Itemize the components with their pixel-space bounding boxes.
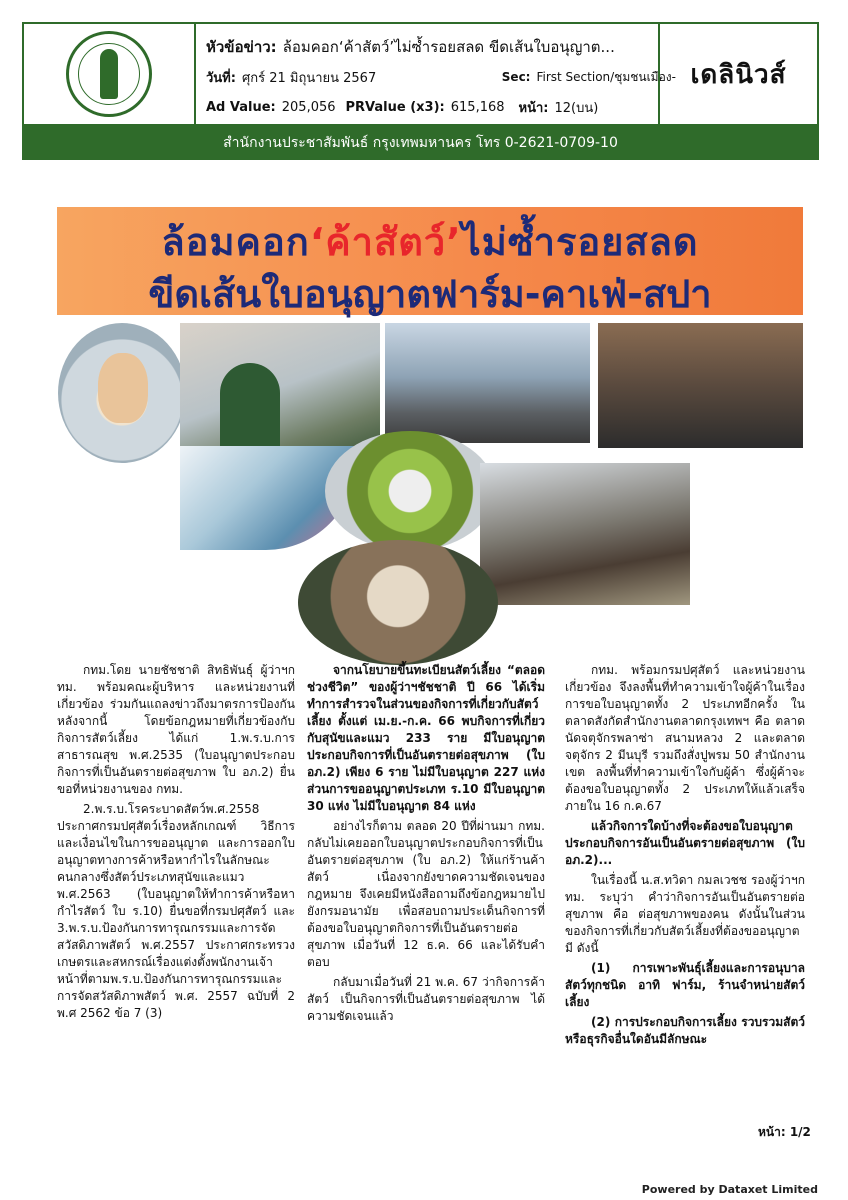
headline-row [206,32,676,62]
photo-aquariums [298,540,498,665]
headline-text: ล้อมคอก‘ค้าสัตว์’ไม่ซ้ำรอยสลด ขีดเส้นใบอนุญาต... [282,38,615,56]
article-column-2 [307,662,545,1028]
article-column-1 [57,662,295,1025]
col1-paragraph-2: 2.พ.ร.บ.โรคระบาดสัตว์พ.ศ.2558 ประกาศกรมปศุสัตว์เรื่องหลักเกณฑ์ วิธีการ และเงื่อนไขในการขออนุญาต และการออกใบอนุญาตทางการค้าหรือหากำไรในลักษณะคนกลางซึ่งสัตว์ประเภทสุนัขและแมว พ.ศ.2563 (ใบอนุญาตให้ทำการค้าหรือหากำไรสัตว์ ใบ ร.10) ยื่นขอที่กรมปศุสัตว์ และ 3.พ.ร.บ.ป้องกันการทารุณกรรมและการจัดสวัสดิภาพสัตว์ พ.ศ.2557 ประกาศกระทรวงเกษตรและสหกรณ์เรื่องแต่งตั้งพนักงานเจ้าหน้าที่ตามพ.ร.บ.ป้องกันการทารุณกรรมและการจัดสวัสดิภาพสัตว์ พ.ศ. 2557 ฉบับที่ 2 พ.ศ 2562 ข้อ 7 (3) [57,802,295,1020]
banner-line-2: ขีดเส้นใบอนุญาตฟาร์ม-คาเฟ่-สปา [148,272,712,316]
staff-figure [220,363,280,451]
photo-puppy [58,323,186,463]
bma-logo-cell [24,24,196,124]
banner-line1-highlight: ‘ค้าสัตว์’ [309,220,462,264]
col2-paragraph-2: อย่างไรก็ตาม ตลอด 20 ปีที่ผ่านมา กทม. กลับไม่เคยออกใบอนุญาตประกอบกิจการที่เป็นอันตรายต่อสุขภาพ (ใบ อภ.2) ให้แก่ร้านค้าสัตว์ เนื่องจากยังขาดความชัดเจนของกฎหมาย จึงเคยมีหนังสือถามถึงข้อกฎหมายไปยังกรมอนามัย เพื่อสอบถามประเด็นกิจการที่ต้องขอใบอนุญาตกิจการที่เป็นอันตรายต่อสุขภาพ เมื่อวันที่ 12 ธ.ค. 66 และได้รับคำตอบ [307,819,545,969]
col3-paragraph-1: กทม. พร้อมกรมปศุสัตว์ และหน่วยงานเกี่ยวข้อง จึงลงพื้นที่ทำความเข้าใจผู้ค้าในเรื่องการขอใบอนุญาตทั้ง 2 ประเภทอีกครั้ง ในตลาดสังกัดสำนักงานตลาดกรุงเทพฯ คือ ตลาดนัดจตุจักรพลาซ่า สนามหลวง 2 และตลาดจตุจักร 2 มีนบุรี รวมถึงสั่งปูพรม 50 สำนักงานเขต ลงพื้นที่ทำความเข้าใจกับผู้ค้า ซึ่งผู้ค้าจะต้องขอใบอนุญาตทั้ง 2 ประเภทให้แล้วเสร็จภายใน 16 ก.ค.67 [565,663,805,813]
section-value: First Section/ชุมชนเมือง- [536,69,676,84]
photo-pet-shop-staff [180,323,380,451]
headline-label: หัวข้อข่าว: [206,38,277,56]
ad-value: 205,056 [281,99,336,115]
photo-officials-market [598,323,803,448]
page-value: 12(บน) [554,100,599,116]
value-row [206,92,676,122]
office-bar: สำนักงานประชาสัมพันธ์ กรุงเทพมหานคร โทร 0-2621-0709-10 [22,126,819,160]
banner-line1-a: ล้อมคอก [161,220,310,264]
ad-value-label: Ad Value: [206,99,276,115]
date-row [206,62,676,92]
section-label: Sec: [501,69,531,84]
pr-value-label: PRValue (x3): [345,99,445,115]
date-value: ศุกร์ 21 มิถุนายน 2567 [241,70,377,86]
page-number: หน้า: 1/2 [758,1125,811,1139]
date-label: วันที่: [206,70,236,86]
footer-credit: Powered by Dataxet Limited [641,1183,818,1196]
col2-paragraph-3: กลับมาเมื่อวันที่ 21 พ.ค. 67 ว่ากิจการค้าสัตว์ เป็นกิจการที่เป็นอันตรายต่อสุขภาพ ได้ความชัดเจนแล้ว [307,975,545,1023]
section-info [502,68,676,87]
article-banner [57,207,803,315]
photo-birds-cage [325,431,495,551]
seal-deity-figure [100,49,118,99]
article-column-3 [565,662,805,1051]
col2-paragraph-1: จากนโยบายขึ้นทะเบียนสัตว์เลี้ยง “ตลอดช่วงชีวิต” ของผู้ว่าฯชัชชาติ ปี 66 ได้เริ่มทำการสำรวจในส่วนของกิจการที่เกี่ยวกับสัตว์เลี้ยง ตั้งแต่ เม.ย.-ก.ค. 66 พบกิจการที่เกี่ยวกับสุนัขและแมว 233 ราย มีใบอนุญาตประกอบกิจการที่เป็นอันตรายต่อสุขภาพ (ใบ อภ.2) เพียง 6 ราย ไม่มีใบอนุญาต 227 แห่ง ส่วนการขออนุญาตประเภท ร.10 มีใบอนุญาต 30 แห่ง ไม่มีใบอนุญาต 84 แห่ง [307,663,545,813]
col3-paragraph-2: แล้วกิจการใดบ้างที่จะต้องขอใบอนุญาตประกอบกิจการอันเป็นอันตรายต่อสุขภาพ (ใบ อภ.2)... [565,819,805,867]
clipping-info [206,32,676,122]
publication-name: เดลินิวส์ [658,24,817,124]
photo-burned-market [480,463,690,605]
bma-seal-logo [66,31,152,117]
col3-paragraph-4: (1) การเพาะพันธุ์เลี้ยงและการอนุบาลสัตว์ทุกชนิด อาทิ ฟาร์ม, ร้านจำหน่ายสัตว์เลี้ยง [565,961,805,1009]
puppy-figure [98,353,148,423]
col3-paragraph-5: (2) การประกอบกิจการเลี้ยง รวบรวมสัตว์ หรือธุรกิจอื่นใดอันมีลักษณะ [565,1015,805,1046]
clipping-header [22,22,819,126]
pr-value: 615,168 [450,99,505,115]
photo-officials-walking [385,323,590,443]
col3-paragraph-3: ในเรื่องนี้ น.ส.ทวิดา กมลเวชช รองผู้ว่าฯกทม. ระบุว่า คำว่ากิจการอันเป็นอันตรายต่อสุขภาพ คือ ต่อสุขภาพของคน ดังนั้นในส่วนของกิจการที่เกี่ยวกับสัตว์เลี้ยงที่ต้องขออนุญาตมี ดังนี้ [565,873,805,955]
banner-line1-b: ไม่ซ้ำรอยสลด [461,220,699,264]
col1-paragraph-1: กทม.โดย นายชัชชาติ สิทธิพันธุ์ ผู้ว่าฯกทม. พร้อมคณะผู้บริหาร และหน่วยงานที่เกี่ยวข้อง ร่วมกันแถลงข่าวถึงมาตรการป้องกันหลังจากนี้ โดยข้อกฎหมายที่เกี่ยวข้องกับกิจการสัตว์เลี้ยง ได้แก่ 1.พ.ร.บ.การสาธารณสุข พ.ศ.2535 (ใบอนุญาตประกอบกิจการที่เป็นอันตรายต่อสุขภาพ ใบ อภ.2) ยื่นขอที่หน่วยงานของ กทม. [57,663,295,796]
page-label: หน้า: [518,100,549,116]
